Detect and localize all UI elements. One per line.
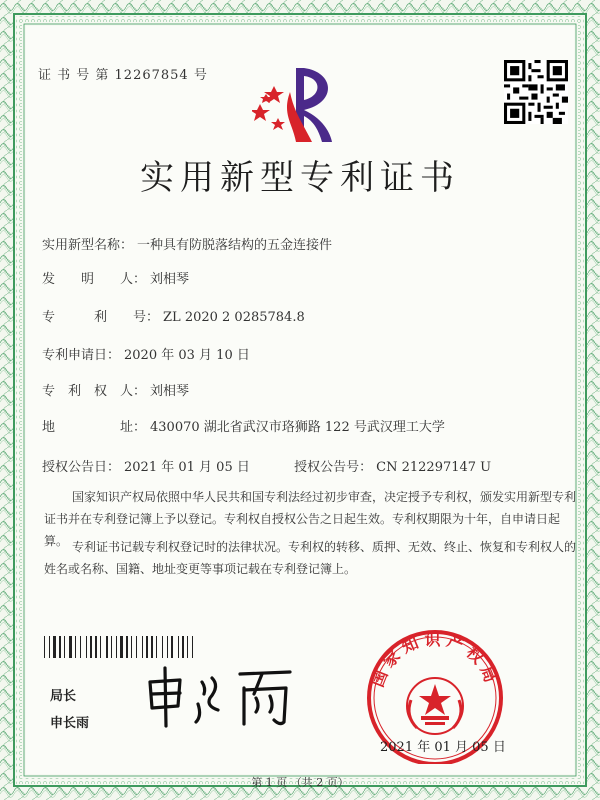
field-inventor: [42, 268, 189, 287]
patent-office-logo: [252, 62, 352, 148]
director-name: 申长雨: [50, 716, 90, 731]
field-filing-date: [42, 344, 250, 363]
page-number: 第 1 页 （共 2 页）: [251, 776, 349, 789]
certificate-number: 证 书 号 第 12267854 号: [38, 68, 208, 83]
barcode: [44, 636, 274, 658]
field-label: 专 利 号：: [42, 310, 160, 325]
field-label: 专利申请日：: [42, 348, 121, 363]
grant-number-value: CN 212297147 U: [376, 460, 492, 475]
field-value: ZL 2020 2 0285784.8: [163, 310, 305, 325]
qr-code: [504, 60, 568, 124]
field-value: 刘相琴: [150, 272, 190, 287]
field-utility-model-name: [42, 234, 332, 253]
field-patent-number: [42, 306, 305, 325]
legal-status-paragraph: 专利证书记载专利权登记时的法律状况。专利权的转移、质押、无效、终止、恢复和专利权人的姓名或名称、国籍、地址变更等事项记载在专利登记簿上。: [44, 540, 577, 576]
field-value: 2020 年 03 月 10 日: [124, 348, 250, 363]
field-value: 一种具有防脱落结构的五金连接件: [137, 238, 333, 253]
field-label: 地 址：: [42, 420, 147, 435]
field-value: 430070 湖北省武汉市珞狮路 122 号武汉理工大学: [150, 420, 445, 435]
field-label: 专 利 权 人：: [42, 384, 147, 399]
field-patentee: [42, 380, 189, 399]
grant-date-label: 授权公告日：: [42, 460, 121, 475]
seal-date: 2021 年 01 月 05 日: [380, 740, 506, 755]
director-title: 局长: [50, 689, 77, 704]
field-value: 刘相琴: [150, 384, 190, 399]
field-label: 实用新型名称：: [42, 238, 134, 253]
field-grant-announcement: [42, 456, 491, 475]
director-signature: [140, 660, 310, 730]
grant-number-label: 授权公告号：: [294, 460, 373, 475]
certificate-title: 实用新型专利证书: [140, 158, 460, 198]
field-address: [42, 416, 445, 435]
svg-text:国家知识产权局: 国家知识产权局: [367, 630, 503, 690]
grant-paragraph: 国家知识产权局依照中华人民共和国专利法经过初步审查，决定授予专利权，颁发实用新型专利证书并在专利登记簿上予以登记。专利权自授权公告之日起生效。专利权期限为十年，自申请日起算。: [44, 490, 577, 548]
field-label: 发 明 人：: [42, 272, 147, 287]
grant-date-value: 2021 年 01 月 05 日: [124, 460, 250, 475]
